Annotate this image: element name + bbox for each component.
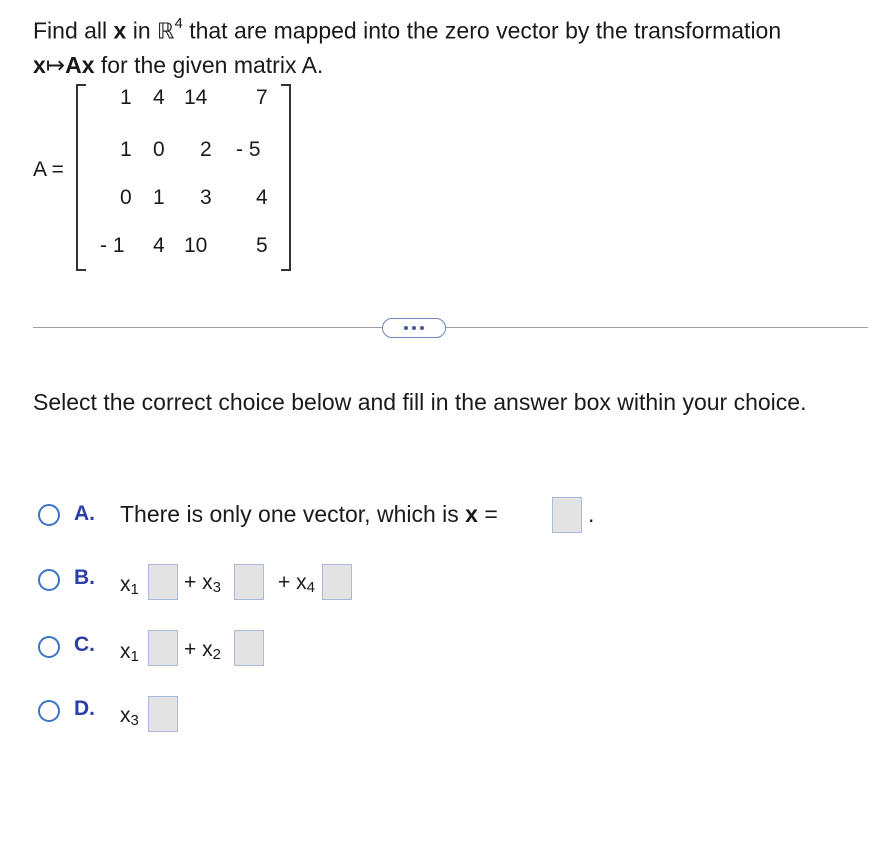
answer-box-d1[interactable] (148, 696, 178, 732)
choice-letter-b: B. (74, 566, 95, 589)
matrix-cell: 1 (120, 86, 132, 109)
radio-b[interactable] (38, 569, 60, 591)
matrix-row-4 (100, 234, 280, 264)
choice-a-text: There is only one vector, which is x = (120, 501, 498, 527)
more-button[interactable] (382, 318, 446, 338)
answer-box-b2[interactable] (234, 564, 264, 600)
matrix-cell: 0 (120, 186, 132, 209)
variable-x1: $x_1$ (120, 573, 139, 598)
matrix-row-3 (100, 186, 280, 216)
answer-box-c1[interactable] (148, 630, 178, 666)
matrix-row-2 (100, 138, 280, 168)
variable-x3: + $x_3$ (184, 571, 221, 596)
radio-a[interactable] (38, 504, 60, 526)
ellipsis-icon (404, 326, 408, 330)
matrix-cell: 4 (153, 234, 165, 257)
matrix-cell: 1 (120, 138, 132, 161)
matrix-cell: 4 (256, 186, 268, 209)
matrix-label: A = (33, 158, 64, 181)
variable-x3: $x_3$ (120, 704, 139, 729)
answer-box-b1[interactable] (148, 564, 178, 600)
answer-box-b3[interactable] (322, 564, 352, 600)
real-numbers-symbol: ℝ (157, 19, 175, 45)
answer-box-c2[interactable] (234, 630, 264, 666)
matrix-cell: 0 (153, 138, 165, 161)
matrix-cell: 5 (256, 234, 268, 257)
matrix-cell: 4 (153, 86, 165, 109)
section-divider (33, 327, 868, 328)
question-text: Find all x in ℝ$^4$ that are mapped into the zero vector by the transformation x↦Ax for the given matrix A. (33, 15, 782, 78)
matrix-cell: - 5 (236, 138, 261, 161)
radio-d[interactable] (38, 700, 60, 722)
matrix-cell: 3 (200, 186, 212, 209)
matrix-cell: 1 (153, 186, 165, 209)
matrix-cell: 14 (184, 86, 208, 109)
choice-letter-a: A. (74, 502, 95, 525)
mapsto-symbol: ↦ (45, 51, 66, 78)
variable-x2: + $x_2$ (184, 638, 221, 663)
instruction-text: Select the correct choice below and fill in the answer box within your choice. (33, 389, 807, 415)
choice-letter-d: D. (74, 697, 95, 720)
matrix-right-bracket (281, 84, 291, 271)
matrix-left-bracket (76, 84, 86, 271)
radio-c[interactable] (38, 636, 60, 658)
matrix-cell: 10 (184, 234, 208, 257)
choice-letter-c: C. (74, 633, 95, 656)
answer-box-a[interactable] (552, 497, 582, 533)
choice-a-period: . (588, 501, 595, 527)
matrix-row-1 (100, 86, 280, 116)
matrix-cell: - 1 (100, 234, 125, 257)
variable-x1: $x_1$ (120, 640, 139, 665)
variable-x4: + $x_4$ (278, 571, 315, 596)
matrix-cell: 7 (256, 86, 268, 109)
matrix-cell: 2 (200, 138, 212, 161)
